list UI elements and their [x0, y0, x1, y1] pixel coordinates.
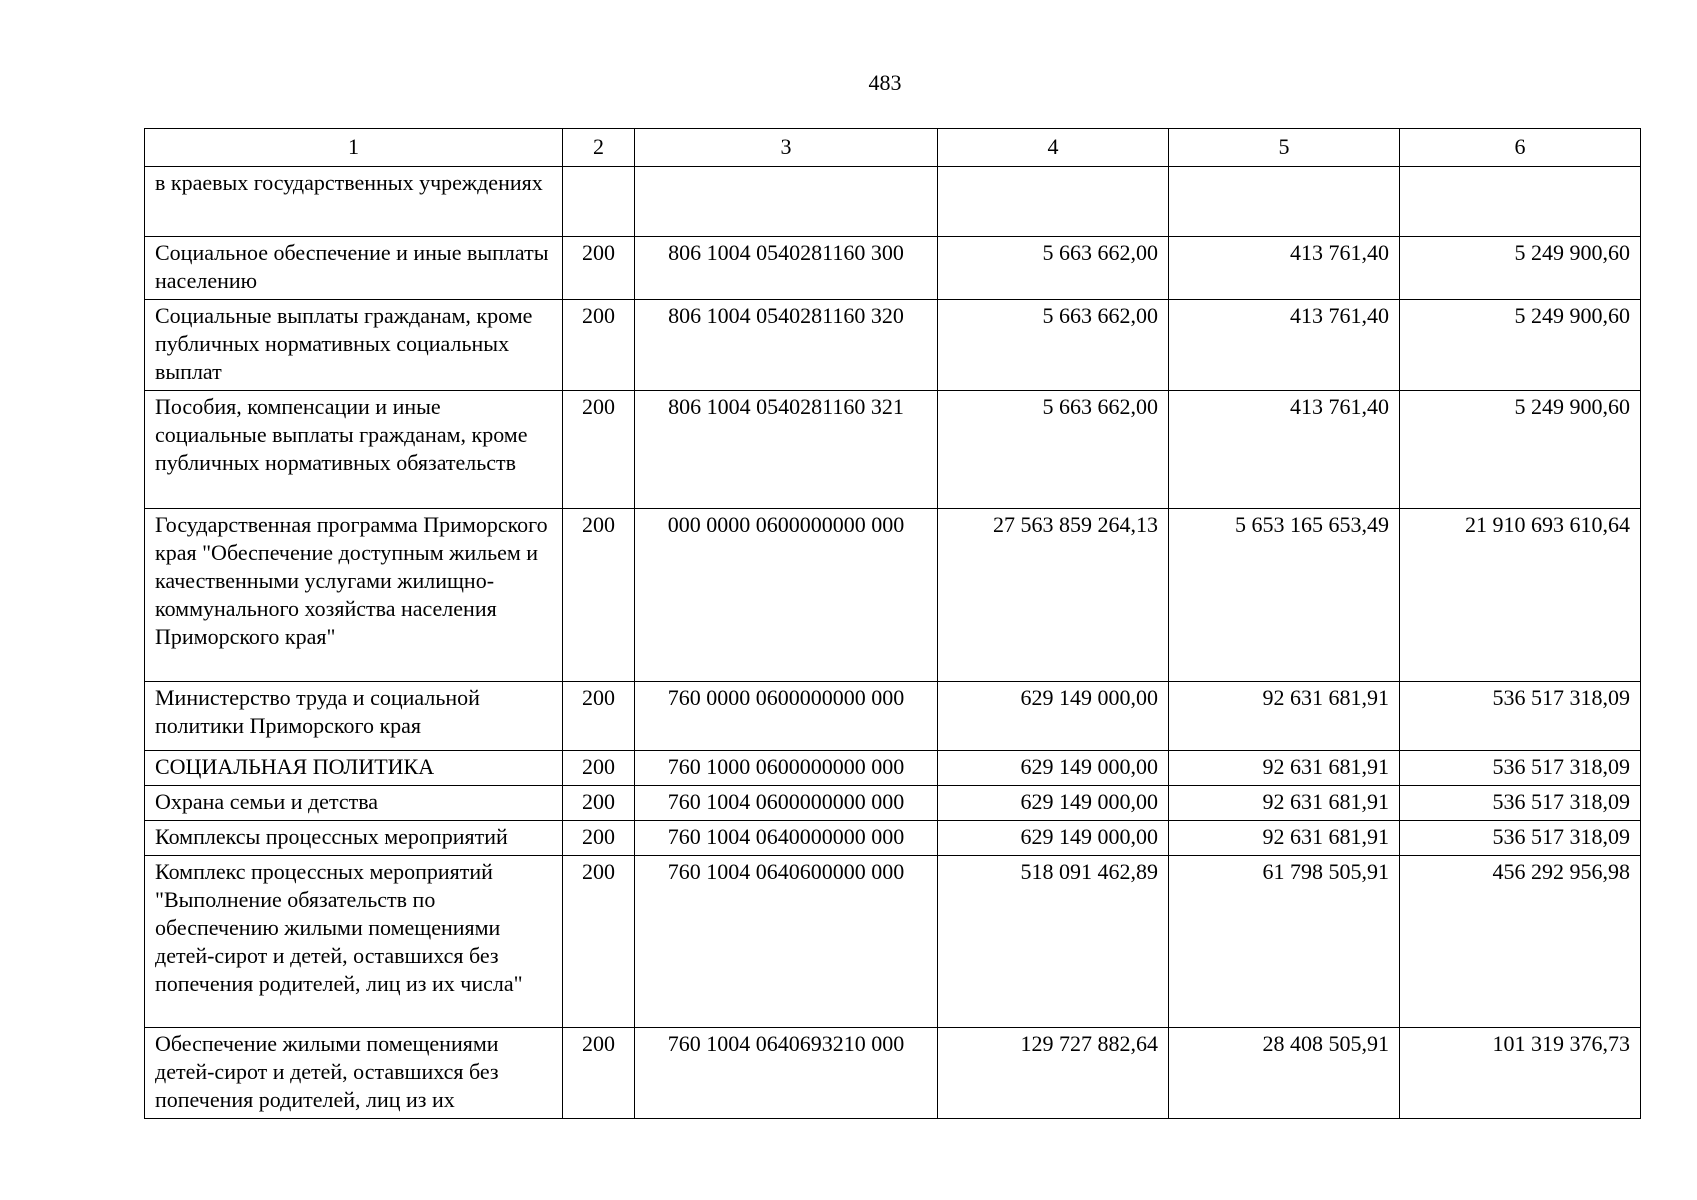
row-value4-cell: 129 727 882,64	[938, 1028, 1169, 1119]
row-value4-cell: 518 091 462,89	[938, 856, 1169, 1028]
row-col2-cell: 200	[563, 1028, 635, 1119]
row-value5-cell: 92 631 681,91	[1169, 821, 1400, 856]
row-value6-cell: 101 319 376,73	[1400, 1028, 1641, 1119]
row-col2-cell	[563, 167, 635, 237]
row-code-cell: 760 1004 0640600000 000	[635, 856, 938, 1028]
row-col2-cell: 200	[563, 856, 635, 1028]
row-value5-cell	[1169, 167, 1400, 237]
table-row	[145, 391, 1641, 509]
row-value6-cell	[1400, 167, 1641, 237]
column-header-6: 6	[1400, 129, 1641, 167]
row-value4-cell	[938, 167, 1169, 237]
row-code-cell	[635, 167, 938, 237]
table-row	[145, 786, 1641, 821]
row-code-cell: 760 1004 0640000000 000	[635, 821, 938, 856]
column-header-5: 5	[1169, 129, 1400, 167]
row-code-cell: 760 0000 0600000000 000	[635, 682, 938, 751]
row-value5-cell: 413 761,40	[1169, 300, 1400, 391]
table-row	[145, 1028, 1641, 1119]
row-col2-cell: 200	[563, 509, 635, 682]
row-name-cell: Охрана семьи и детства	[145, 786, 563, 821]
table-row	[145, 237, 1641, 300]
table-row	[145, 300, 1641, 391]
budget-table	[144, 128, 1641, 1119]
row-value4-cell: 5 663 662,00	[938, 237, 1169, 300]
row-col2-cell: 200	[563, 237, 635, 300]
row-value4-cell: 629 149 000,00	[938, 751, 1169, 786]
row-code-cell: 760 1004 0600000000 000	[635, 786, 938, 821]
table-row	[145, 682, 1641, 751]
row-value4-cell: 629 149 000,00	[938, 821, 1169, 856]
row-code-cell: 806 1004 0540281160 321	[635, 391, 938, 509]
row-value4-cell: 5 663 662,00	[938, 300, 1169, 391]
column-header-3: 3	[635, 129, 938, 167]
row-col2-cell: 200	[563, 682, 635, 751]
row-value5-cell: 92 631 681,91	[1169, 751, 1400, 786]
table-row	[145, 509, 1641, 682]
row-code-cell: 760 1004 0640693210 000	[635, 1028, 938, 1119]
row-value6-cell: 536 517 318,09	[1400, 682, 1641, 751]
row-col2-cell: 200	[563, 391, 635, 509]
table-header-row	[145, 129, 1641, 167]
row-name-cell: Министерство труда и социальной политики Приморского края	[145, 682, 563, 751]
row-value5-cell: 5 653 165 653,49	[1169, 509, 1400, 682]
row-value6-cell: 536 517 318,09	[1400, 751, 1641, 786]
page-number: 483	[868, 70, 902, 95]
row-name-cell: Социальное обеспечение и иные выплаты населению	[145, 237, 563, 300]
row-name-cell: Социальные выплаты гражданам, кроме публичных нормативных социальных выплат	[145, 300, 563, 391]
table-row	[145, 821, 1641, 856]
column-header-2: 2	[563, 129, 635, 167]
row-value5-cell: 92 631 681,91	[1169, 786, 1400, 821]
row-value5-cell: 28 408 505,91	[1169, 1028, 1400, 1119]
row-value6-cell: 5 249 900,60	[1400, 237, 1641, 300]
column-header-4: 4	[938, 129, 1169, 167]
row-value5-cell: 413 761,40	[1169, 237, 1400, 300]
row-name-cell: Обеспечение жилыми помещениями детей-сирот и детей, оставшихся без попечения родителей, лиц из их	[145, 1028, 563, 1119]
row-value4-cell: 27 563 859 264,13	[938, 509, 1169, 682]
row-value6-cell: 5 249 900,60	[1400, 300, 1641, 391]
row-value5-cell: 413 761,40	[1169, 391, 1400, 509]
table-row	[145, 751, 1641, 786]
row-name-cell: в краевых государственных учреждениях	[145, 167, 563, 237]
row-code-cell: 760 1000 0600000000 000	[635, 751, 938, 786]
row-value5-cell: 92 631 681,91	[1169, 682, 1400, 751]
row-value6-cell: 536 517 318,09	[1400, 786, 1641, 821]
row-col2-cell: 200	[563, 751, 635, 786]
row-value6-cell: 21 910 693 610,64	[1400, 509, 1641, 682]
row-name-cell: Пособия, компенсации и иные социальные выплаты гражданам, кроме публичных нормативных обязательств	[145, 391, 563, 509]
row-code-cell: 806 1004 0540281160 320	[635, 300, 938, 391]
row-value5-cell: 61 798 505,91	[1169, 856, 1400, 1028]
row-value4-cell: 629 149 000,00	[938, 682, 1169, 751]
row-name-cell: Комплекс процессных мероприятий "Выполнение обязательств по обеспечению жилыми помещениями детей-сирот и детей, оставшихся без попечения родителей, лиц из их числа"	[145, 856, 563, 1028]
row-code-cell: 806 1004 0540281160 300	[635, 237, 938, 300]
row-value4-cell: 5 663 662,00	[938, 391, 1169, 509]
column-header-1: 1	[145, 129, 563, 167]
row-code-cell: 000 0000 0600000000 000	[635, 509, 938, 682]
row-value6-cell: 536 517 318,09	[1400, 821, 1641, 856]
row-value6-cell: 5 249 900,60	[1400, 391, 1641, 509]
row-name-cell: СОЦИАЛЬНАЯ ПОЛИТИКА	[145, 751, 563, 786]
row-value6-cell: 456 292 956,98	[1400, 856, 1641, 1028]
row-col2-cell: 200	[563, 821, 635, 856]
row-name-cell: Государственная программа Приморского края "Обеспечение доступным жильем и качественными услугами жилищно-коммунального хозяйства населения Приморского края"	[145, 509, 563, 682]
row-name-cell: Комплексы процессных мероприятий	[145, 821, 563, 856]
table-row	[145, 167, 1641, 237]
row-col2-cell: 200	[563, 786, 635, 821]
table-row	[145, 856, 1641, 1028]
row-value4-cell: 629 149 000,00	[938, 786, 1169, 821]
row-col2-cell: 200	[563, 300, 635, 391]
